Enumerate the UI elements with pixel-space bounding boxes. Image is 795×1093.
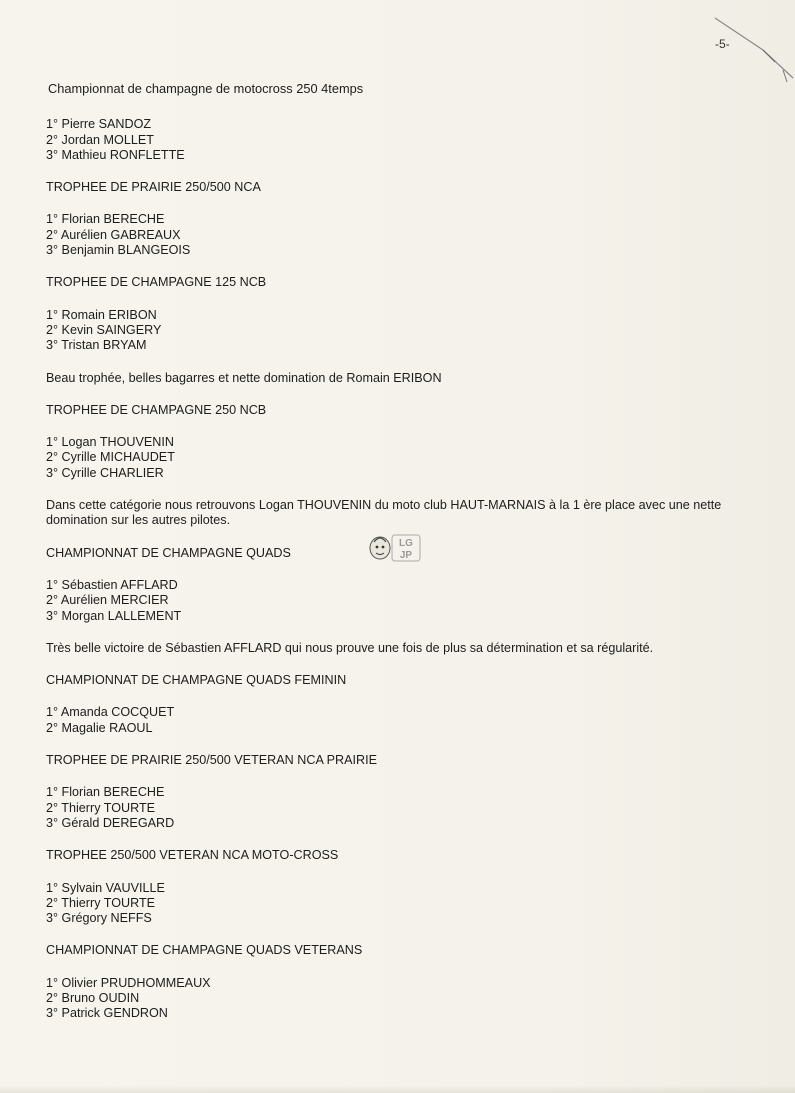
result-entry: 2° Aurélien MERCIER xyxy=(46,593,169,608)
result-entry: 3° Tristan BRYAM xyxy=(46,338,147,353)
result-entry: 2° Cyrille MICHAUDET xyxy=(46,450,175,465)
results-list xyxy=(46,578,766,624)
section-heading: CHAMPIONNAT DE CHAMPAGNE QUADS FEMININ xyxy=(46,673,347,688)
page-number: -5- xyxy=(715,37,730,51)
results-list xyxy=(46,212,766,258)
result-entry: 2° Kevin SAINGERY xyxy=(46,322,162,337)
section-heading: CHAMPIONNAT DE CHAMPAGNE QUADS VETERANS xyxy=(46,943,363,958)
section-heading: TROPHEE 250/500 VETERAN NCA MOTO-CROSS xyxy=(46,848,339,863)
results-list xyxy=(46,705,766,736)
results-list xyxy=(46,881,766,927)
section-heading: TROPHEE DE CHAMPAGNE 125 NCB xyxy=(46,275,267,290)
result-entry: 3° Cyrille CHARLIER xyxy=(46,465,164,480)
result-entry: 1° Florian BERECHE xyxy=(46,212,165,227)
result-entry: 2° Thierry TOURTE xyxy=(46,895,156,910)
result-entry: 3° Patrick GENDRON xyxy=(46,1006,168,1021)
result-entry: 2° Magalie RAOUL xyxy=(46,720,153,735)
section-heading: TROPHEE DE CHAMPAGNE 250 NCB xyxy=(46,402,267,417)
results-section xyxy=(46,117,766,163)
result-entry: 1° Romain ERIBON xyxy=(46,307,157,322)
result-entry: 2° Thierry TOURTE xyxy=(46,800,156,815)
results-list xyxy=(46,435,766,481)
result-entry: 3° Morgan LALLEMENT xyxy=(46,608,182,623)
results-section xyxy=(46,275,766,353)
results-section xyxy=(46,546,766,624)
results-section xyxy=(46,848,766,926)
results-section xyxy=(46,180,766,258)
result-entry: 1° Sébastien AFFLARD xyxy=(46,577,178,592)
results-section xyxy=(46,943,766,1021)
section-heading: TROPHEE DE PRAIRIE 250/500 VETERAN NCA PRAIRIE xyxy=(46,753,378,768)
result-entry: 1° Sylvain VAUVILLE xyxy=(46,880,165,895)
result-entry: 1° Olivier PRUDHOMMEAUX xyxy=(46,975,211,990)
result-entry: 1° Florian BERECHE xyxy=(46,785,165,800)
svg-text:JP: JP xyxy=(399,550,413,561)
section-comment: Beau trophée, belles bagarres et nette domination de Romain ERIBON xyxy=(46,370,442,385)
results-list xyxy=(46,785,766,831)
result-entry: 3° Benjamin BLANGEOIS xyxy=(46,243,191,258)
results-list xyxy=(46,976,766,1022)
results-section xyxy=(46,753,766,831)
section-comment: Très belle victoire de Sébastien AFFLARD qui nous prouve une fois de plus sa détermination et sa régularité. xyxy=(46,640,654,655)
section-comment: Dans cette catégorie nous retrouvons Logan THOUVENIN du moto club HAUT-MARNAIS à la 1 ère place avec une nette domination sur les autres pilotes. xyxy=(46,498,722,528)
svg-text:LG: LG xyxy=(399,538,413,549)
section-heading: TROPHEE DE PRAIRIE 250/500 NCA xyxy=(46,180,261,195)
section-heading: CHAMPIONNAT DE CHAMPAGNE QUADS xyxy=(46,545,291,560)
page-bottom-edge xyxy=(0,1085,795,1093)
document-title: Championnat de champagne de motocross 250 4temps xyxy=(48,81,364,96)
result-entry: 2° Aurélien GABREAUX xyxy=(46,227,181,242)
result-entry: 3° Grégory NEFFS xyxy=(46,911,152,926)
result-entry: 2° Jordan MOLLET xyxy=(46,132,154,147)
results-list xyxy=(46,117,766,163)
result-entry: 3° Gérald DEREGARD xyxy=(46,815,175,830)
result-entry: 1° Logan THOUVENIN xyxy=(46,435,174,450)
results-section xyxy=(46,673,766,736)
result-entry: 2° Bruno OUDIN xyxy=(46,990,140,1005)
document-content xyxy=(46,81,766,1039)
results-list xyxy=(46,308,766,354)
result-entry: 3° Mathieu RONFLETTE xyxy=(46,147,185,162)
results-section xyxy=(46,403,766,481)
result-entry: 1° Pierre SANDOZ xyxy=(46,117,152,132)
result-entry: 1° Amanda COCQUET xyxy=(46,705,175,720)
